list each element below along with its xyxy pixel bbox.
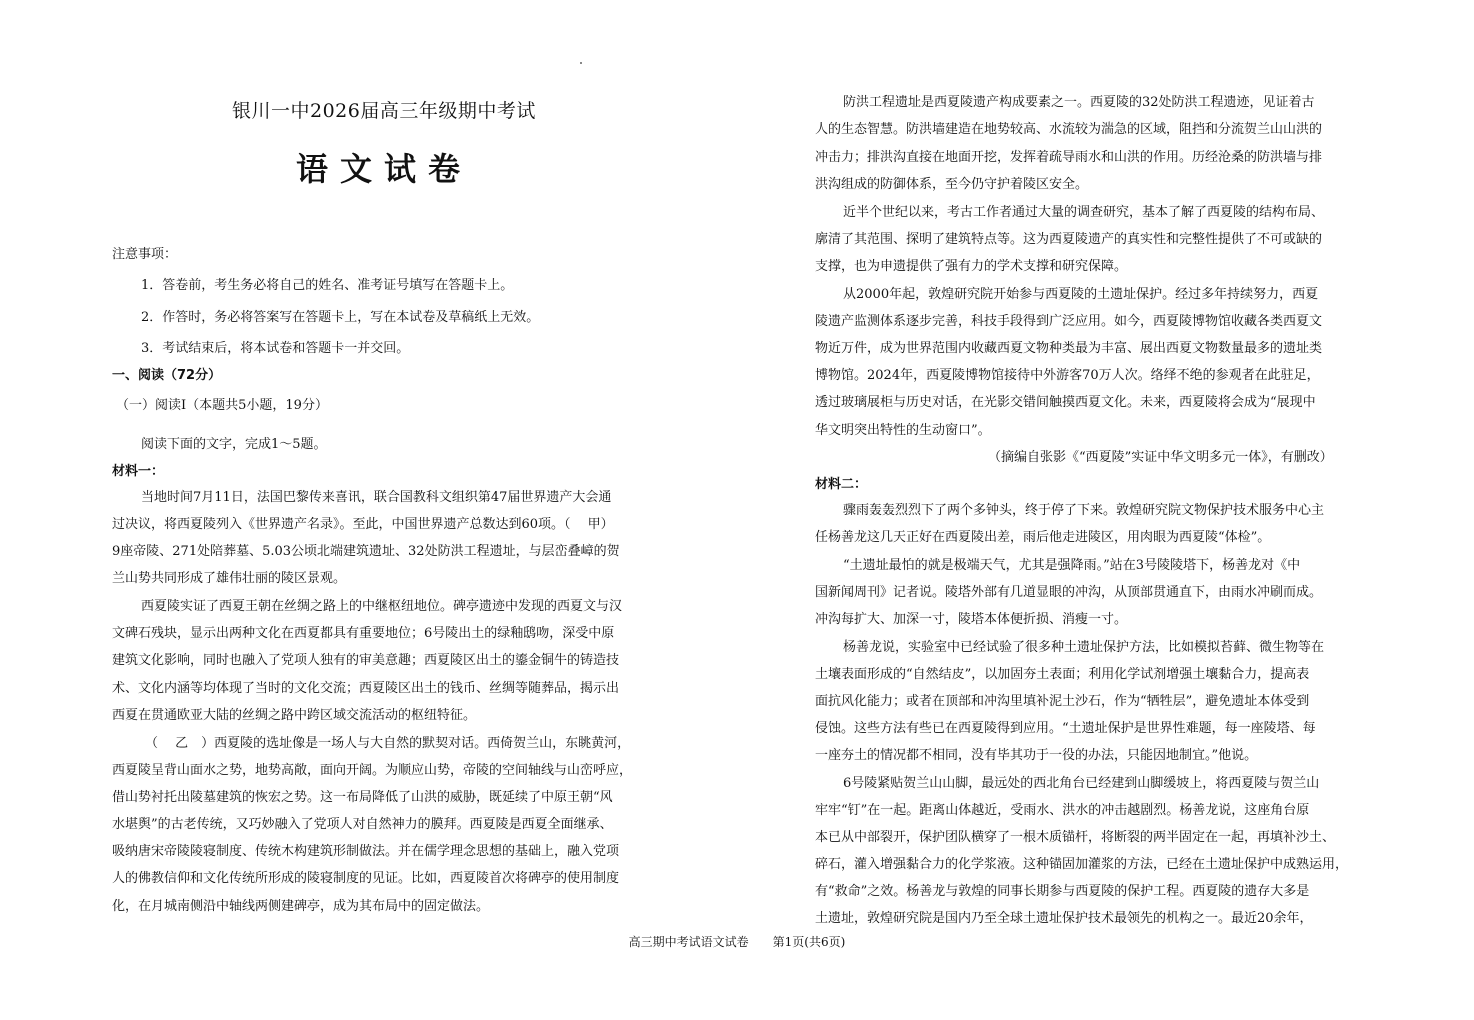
text-line: 土壤表面形成的“自然结皮”，以加固夯土表面；利用化学试剂增强土壤黏合力，提高表 <box>815 667 1310 682</box>
notice-item: 2．作答时，务必将答案写在答题卡上，写在本试卷及草稿纸上无效。 <box>141 310 540 325</box>
text-line: 吸纳唐宋帝陵陵寝制度、传统木构建筑形制做法。并在儒学理念思想的基础上，融入党项 <box>112 844 620 859</box>
text-line: 博物馆。2024年，西夏陵博物馆接待中外游客70万人次。络绎不绝的参观者在此驻足， <box>815 368 1320 383</box>
text-line: （ 乙 ）西夏陵的选址像是一场人与大自然的默契对话。西倚贺兰山，东眺黄河， <box>145 736 631 751</box>
text-line: 从2000年起，敦煌研究院开始参与西夏陵的土遗址保护。经过多年持续努力，西夏 <box>843 287 1319 302</box>
material-label: 材料一： <box>112 464 165 479</box>
text-line: 人的生态智慧。防洪墙建造在地势较高、水流较为湍急的区域，阻挡和分流贺兰山山洪的 <box>815 122 1323 137</box>
section-title: 一、阅读（72分） <box>112 368 222 383</box>
text-line: 水堪舆”的古老传统，又巧妙融入了党项人对自然神力的膜拜。西夏陵是西夏全面继承、 <box>112 817 613 832</box>
text-line: 当地时间7月11日，法国巴黎传来喜讯，联合国教科文组织第47届世界遗产大会通 <box>141 490 612 505</box>
notice-item: 3．考试结束后，将本试卷和答题卡一并交回。 <box>141 341 410 356</box>
text-line: 国新闻周刊》记者说。陵塔外部有几道显眼的冲沟，从顶部贯通直下，由雨水冲刷而成。 <box>815 585 1323 600</box>
text-line: 物近万件，成为世界范围内收藏西夏文物种类最为丰富、展出西夏文物数量最多的遗址类 <box>815 341 1323 356</box>
text-line: “土遗址最怕的就是极端天气，尤其是强降雨。”站在3号陵陵塔下，杨善龙对《中 <box>843 558 1301 573</box>
source-citation: （摘编自张影《“西夏陵”实证中华文明多元一体》，有删改） <box>988 450 1333 465</box>
text-line: 洪沟组成的防御体系，至今仍守护着陵区安全。 <box>815 177 1089 192</box>
text-line: 牢牢“钉”在一起。距离山体越近，受雨水、洪水的冲击越剧烈。杨善龙说，这座角台原 <box>815 803 1310 818</box>
text-line: 土遗址，敦煌研究院是国内乃至全球土遗址保护技术最领先的机构之一。最近20余年， <box>815 911 1313 926</box>
section-subtitle: （一）阅读Ⅰ（本题共5小题，19分） <box>116 398 328 413</box>
text-line: 杨善龙说，实验室中已经试验了很多种土遗址保护方法，比如模拟苔藓、微生物等在 <box>843 640 1325 655</box>
notice-heading: 注意事项： <box>112 247 178 262</box>
text-line: 借山势衬托出陵墓建筑的恢宏之势。这一布局降低了山洪的威胁，既延续了中原王朝“风 <box>112 790 613 805</box>
section-instruction: 阅读下面的文字，完成1～5题。 <box>141 437 327 452</box>
text-line: 面抗风化能力；或者在顶部和冲沟里填补泥土沙石，作为“牺牲层”，避免遗址本体受到 <box>815 694 1310 709</box>
text-line: 任杨善龙这几天正好在西夏陵出差，雨后他走进陵区，用肉眼为西夏陵“体检”。 <box>815 530 1271 545</box>
text-line: 陵遗产监测体系逐步完善，科技手段得到广泛应用。如今，西夏陵博物馆收藏各类西夏文 <box>815 314 1323 329</box>
text-line: 侵蚀。这些方法有些已在西夏陵得到应用。“土遗址保护是世界性难题，每一座陵塔、每 <box>815 721 1316 736</box>
page-footer: 高三期中考试语文试卷 第1页(共6页) <box>628 935 846 949</box>
text-line: 近半个世纪以来，考古工作者通过大量的调查研究，基本了解了西夏陵的结构布局、 <box>843 205 1325 220</box>
text-line: 冲击力；排洪沟直接在地面开挖，发挥着疏导雨水和山洪的作用。历经沧桑的防洪墙与排 <box>815 150 1323 165</box>
text-line: 西夏陵呈背山面水之势，地势高敞，面向开阔。为顺应山势，帝陵的空间轴线与山峦呼应， <box>112 763 633 778</box>
scan-dot <box>580 62 582 64</box>
text-line: 防洪工程遗址是西夏陵遗产构成要素之一。西夏陵的32处防洪工程遗迹，见证着古 <box>843 95 1315 110</box>
subject-title: 语文试卷 <box>296 150 473 188</box>
text-line: 术、文化内涵等均体现了当时的文化交流；西夏陵区出土的钱币、丝绸等随葬品，揭示出 <box>112 681 620 696</box>
text-line: 人的佛教信仰和文化传统所形成的陵寝制度的见证。比如，西夏陵首次将碑亭的使用制度 <box>112 871 620 886</box>
text-line: 兰山势共同形成了雄伟壮丽的陵区景观。 <box>112 571 347 586</box>
exam-title: 银川一中2026届高三年级期中考试 <box>232 100 536 122</box>
text-line: 一座夯土的情况都不相同，没有毕其功于一役的办法，只能因地制宜。”他说。 <box>815 748 1258 763</box>
text-line: 骤雨轰轰烈烈下了两个多钟头，终于停了下来。敦煌研究院文物保护技术服务中心主 <box>843 503 1325 518</box>
text-line: 西夏在贯通欧亚大陆的丝绸之路中跨区域交流活动的枢纽特征。 <box>112 708 477 723</box>
text-line: 化，在月城南侧沿中轴线两侧建碑亭，成为其布局中的固定做法。 <box>112 899 490 914</box>
text-line: 建筑文化影响，同时也融入了党项人独有的审美意趣；西夏陵区出土的鎏金铜牛的铸造技 <box>112 653 620 668</box>
text-line: 透过玻璃展柜与历史对话，在光影交错间触摸西夏文化。未来，西夏陵将会成为“展现中 <box>815 395 1316 410</box>
text-line: 过决议，将西夏陵列入《世界遗产名录》。至此，中国世界遗产总数达到60项。（ 甲） <box>112 517 614 532</box>
text-line: 冲沟每扩大、加深一寸，陵塔本体便折损、消瘦一寸。 <box>815 612 1128 627</box>
text-line: 廓清了其范围、探明了建筑特点等。这为西夏陵遗产的真实性和完整性提供了不可或缺的 <box>815 232 1323 247</box>
text-line: 有“救命”之效。杨善龙与敦煌的同事长期参与西夏陵的保护工程。西夏陵的遗存大多是 <box>815 884 1310 899</box>
text-line: 支撑，也为申遗提供了强有力的学术支撑和研究保障。 <box>815 259 1128 274</box>
text-line: 西夏陵实证了西夏王朝在丝绸之路上的中继枢纽地位。碑亭遗迹中发现的西夏文与汉 <box>141 599 623 614</box>
text-line: 本已从中部裂开，保护团队横穿了一根木质锚杆，将断裂的两半固定在一起，再填补沙土、 <box>815 830 1336 845</box>
text-line: 碎石，灌入增强黏合力的化学浆液。这种锚固加灌浆的方法，已经在土遗址保护中成熟运用， <box>815 857 1349 872</box>
text-line: 华文明突出特性的生动窗口”。 <box>815 423 991 438</box>
text-line: 9座帝陵、271处陪葬墓、5.03公顷北端建筑遗址、32处防洪工程遗址，与层峦叠嶂的贺 <box>112 544 620 559</box>
notice-item: 1．答卷前，考生务必将自己的姓名、准考证号填写在答题卡上。 <box>141 278 514 293</box>
text-line: 6号陵紧贴贺兰山山脚，最远处的西北角台已经建到山脚缓坡上，将西夏陵与贺兰山 <box>843 776 1320 791</box>
text-line: 文碑石残块，显示出两种文化在西夏都具有重要地位；6号陵出土的绿釉鸱吻，深受中原 <box>112 626 615 641</box>
material-label: 材料二： <box>815 477 868 492</box>
